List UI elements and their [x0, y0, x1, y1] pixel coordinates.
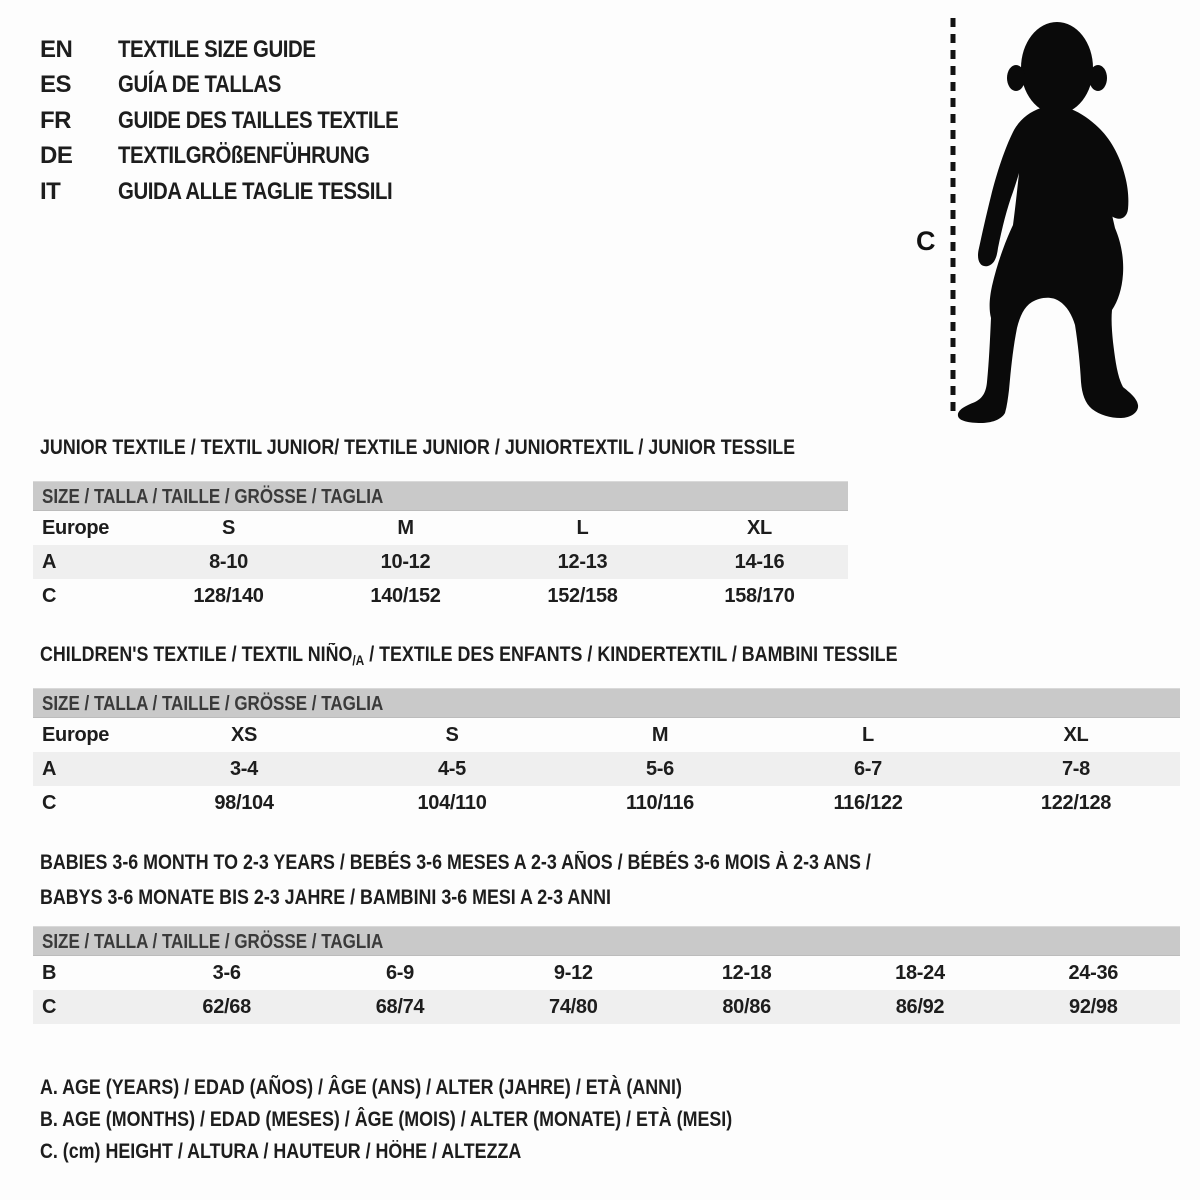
row-label: Europe — [42, 516, 110, 539]
value-cell: 24-36 — [1068, 961, 1119, 984]
value-cell: 4-5 — [437, 757, 466, 780]
value-cell: 140/152 — [370, 584, 441, 607]
row-label: B — [42, 961, 57, 984]
size-cell: L — [862, 723, 874, 746]
age-row-a — [33, 752, 1180, 786]
value-cell: 128/140 — [193, 584, 264, 607]
size-cell: L — [576, 516, 589, 539]
value-cell: 116/122 — [833, 791, 903, 814]
table-header-row — [33, 511, 848, 545]
value-cell: 5-6 — [645, 757, 674, 780]
language-row — [40, 139, 448, 175]
value-cell: 62/68 — [202, 995, 251, 1018]
language-row — [40, 32, 448, 68]
size-header-bar: SIZE / TALLA / TAILLE / GRÖSSE / TAGLIA — [33, 481, 848, 511]
language-row — [40, 174, 448, 210]
junior-section-title: JUNIOR TEXTILE / TEXTIL JUNIOR/ TEXTILE JUNIOR / JUNIORTEXTIL / JUNIOR TESSILE — [40, 436, 796, 459]
language-code: DE — [40, 142, 73, 170]
value-cell: 122/128 — [1040, 791, 1112, 814]
legend-line-a: A. AGE (YEARS) / EDAD (AÑOS) / ÂGE (ANS) / ALTER (JAHRE) / ETÀ (ANNI) — [40, 1076, 682, 1099]
table-header-row — [33, 718, 1180, 752]
head — [1021, 22, 1093, 114]
age-row-b — [33, 956, 1180, 990]
value-cell: 7-8 — [1061, 757, 1090, 780]
value-cell: 86/92 — [895, 995, 945, 1018]
size-cell: M — [397, 516, 414, 539]
nino-a-subscript: /A — [352, 652, 365, 668]
size-header-bar: SIZE / TALLA / TAILLE / GRÖSSE / TAGLIA — [33, 688, 1180, 718]
size-cell: S — [221, 516, 236, 539]
value-cell: 14-16 — [734, 550, 785, 573]
value-cell: 3-6 — [212, 961, 241, 984]
children-section-title: CHILDREN'S TEXTILE / TEXTIL NIÑO/A / TEXTILE DES ENFANTS / KINDERTEXTIL / BAMBINI TESSILE — [40, 643, 898, 668]
language-row — [40, 68, 448, 104]
language-code: EN — [40, 35, 73, 63]
value-cell: 74/80 — [549, 995, 598, 1018]
left-ear — [1007, 65, 1025, 91]
guide-title: GUÍA DE TALLAS — [118, 71, 281, 99]
legend-line-b: B. AGE (MONTHS) / EDAD (MESES) / ÂGE (MOIS) / ALTER (MONATE) / ETÀ (MESI) — [40, 1108, 733, 1131]
value-cell: 104/110 — [417, 791, 487, 814]
language-code: IT — [40, 177, 61, 205]
row-label: A — [42, 757, 57, 780]
legend-line-c: C. (cm) HEIGHT / ALTURA / HAUTEUR / HÖHE / ALTEZZA — [40, 1140, 522, 1163]
height-label-c: C — [916, 226, 936, 256]
value-cell: 9-12 — [553, 961, 593, 984]
size-header-bar: SIZE / TALLA / TAILLE / GRÖSSE / TAGLIA — [33, 926, 1180, 956]
row-label: A — [42, 550, 57, 573]
value-cell: 68/74 — [375, 995, 425, 1018]
measurement-legend — [40, 1072, 854, 1168]
children-size-table — [33, 688, 1180, 820]
value-cell: 110/116 — [626, 791, 694, 814]
size-cell: XS — [230, 723, 258, 746]
value-cell: 8-10 — [209, 550, 248, 573]
value-cell: 80/86 — [722, 995, 771, 1018]
row-label: C — [42, 791, 57, 814]
guide-title: TEXTILGRÖßENFÜHRUNG — [118, 142, 370, 170]
value-cell: 12-18 — [721, 961, 772, 984]
row-label: C — [42, 584, 57, 607]
value-cell: 12-13 — [557, 550, 608, 573]
guide-title: GUIDA ALLE TAGLIE TESSILI — [118, 177, 393, 205]
value-cell: 158/170 — [724, 584, 795, 607]
size-cell: XL — [1063, 723, 1089, 746]
right-ear — [1089, 65, 1107, 91]
size-cell: S — [445, 723, 459, 746]
value-cell: 6-9 — [385, 961, 414, 984]
value-cell: 3-4 — [229, 757, 258, 780]
height-row-c — [33, 990, 1180, 1024]
size-cell: M — [651, 723, 669, 746]
language-row — [40, 103, 448, 139]
value-cell: 6-7 — [853, 757, 882, 780]
value-cell: 10-12 — [380, 550, 431, 573]
row-label: Europe — [42, 723, 110, 746]
language-code: FR — [40, 106, 71, 134]
size-cell: XL — [747, 516, 772, 539]
guide-title: TEXTILE SIZE GUIDE — [118, 35, 316, 63]
junior-size-table — [33, 481, 848, 613]
height-measure-figure — [900, 10, 1155, 425]
language-title-list — [40, 32, 448, 210]
value-cell: 18-24 — [895, 961, 945, 984]
toddler-silhouette — [900, 10, 1155, 425]
value-cell: 98/104 — [214, 791, 274, 814]
age-row-a — [33, 545, 848, 579]
value-cell: 152/158 — [547, 584, 618, 607]
guide-title: GUIDE DES TAILLES TEXTILE — [118, 106, 399, 134]
body — [958, 108, 1138, 423]
babies-section-title: BABIES 3-6 MONTH TO 2-3 YEARS / BEBÉS 3-6 MESES A 2-3 AÑOS / BÉBÉS 3-6 MOIS À 2-3 ANS / BABYS 3-6 MONATE BIS 2-3 JAHRE / BAMBINI 3-6 MESI A 2-3 ANNI — [40, 851, 871, 909]
toddler-body — [958, 22, 1138, 423]
row-label: C — [42, 995, 57, 1018]
height-row-c — [33, 579, 848, 613]
babies-size-table — [33, 926, 1180, 1024]
height-row-c — [33, 786, 1180, 820]
language-code: ES — [40, 71, 72, 99]
value-cell: 92/98 — [1069, 995, 1118, 1018]
